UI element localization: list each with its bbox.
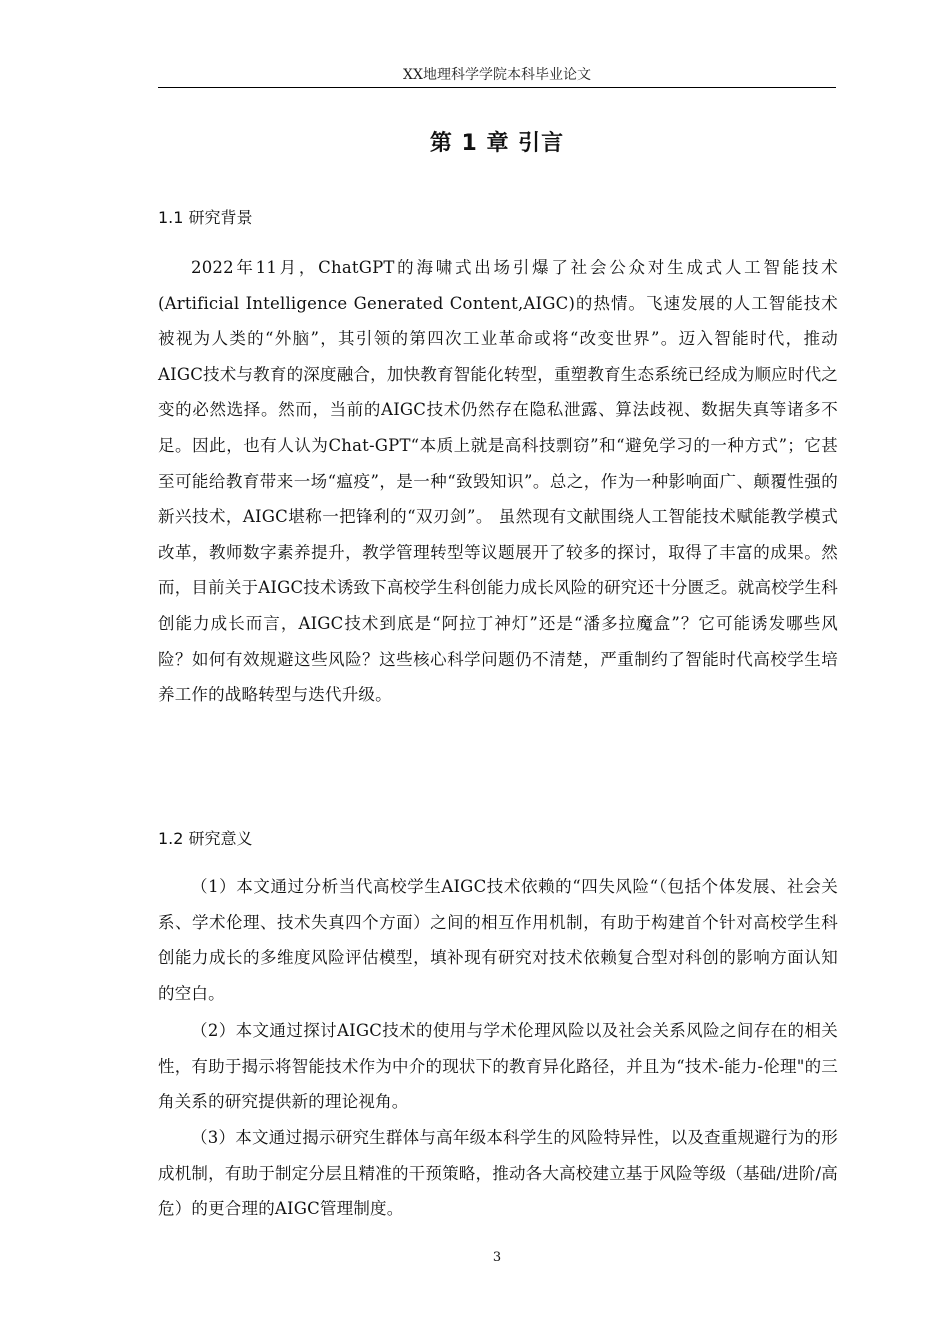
running-header: XX地理科学学院本科毕业论文 [403, 67, 591, 83]
significance-paragraph-1: （1）本文通过分析当代高校学生AIGC技术依赖的“四失风险“（包括个体发展、社会关系、学术伦理、技术失真四个方面）之间的相互作用机制，有助于构建首个针对高校学生科创能力成长的多维度风险评估模型，填补现有研究对技术依赖复合型对科创的影响方面认知的空白。 [158, 877, 838, 1003]
section-heading-1-1: 1.1 研究背景 [158, 208, 253, 227]
page-number: 3 [492, 1250, 502, 1265]
chapter-title: 第 1 章 引言 [429, 131, 565, 156]
header-rule [158, 87, 836, 88]
section-heading-1-2: 1.2 研究意义 [158, 829, 253, 848]
significance-paragraph-3: （3）本文通过揭示研究生群体与高年级本科学生的风险特异性，以及查重规避行为的形成机制，有助于制定分层且精准的干预策略，推动各大高校建立基于风险等级（基础/进阶/高危）的更合理的AIGC管理制度。 [158, 1128, 838, 1219]
significance-paragraph-2: （2）本文通过探讨AIGC技术的使用与学术伦理风险以及社会关系风险之间存在的相关性，有助于揭示将智能技术作为中介的现状下的教育异化路径，并且为“技术-能力-伦理"的三角关系的研究提供新的理论视角。 [158, 1021, 838, 1112]
background-paragraph: 2022年11月，ChatGPT的海啸式出场引爆了社会公众对生成式人工智能技术(Artificial Intelligence Generated Content,AIGC)的热情。飞速发展的人工智能技术被视为人类的“外脑”，其引领的第四次工业革命或将“改变世界”。迈入智能时代，推动AIGC技术与教育的深度融合，加快教育智能化转型，重塑教育生态系统已经成为顺应时代之变的必然选择。然而，当前的AIGC技术仍然存在隐私泄露、算法歧视、数据失真等诸多不足。因此，也有人认为Chat-GPT“本质上就是高科技剽窃”和“避免学习的一种方式”；它甚至可能给教育带来一场“瘟疫”，是一种“致毁知识”。总之，作为一种影响面广、颠覆性强的新兴技术，AIGC堪称一把锋利的“双刃剑”。 虽然现有文献围绕人工智能技术赋能教学模式改革，教师数字素养提升，教学管理转型等议题展开了较多的探讨，取得了丰富的成果。然而，目前关于AIGC技术诱致下高校学生科创能力成长风险的研究还十分匮乏。就高校学生科创能力成长而言，AIGC技术到底是“阿拉丁神灯”还是“潘多拉魔盒”？它可能诱发哪些风险？如何有效规避这些风险？这些核心科学问题仍不清楚，严重制约了智能时代高校学生培养工作的战略转型与迭代升级。 [158, 258, 838, 705]
